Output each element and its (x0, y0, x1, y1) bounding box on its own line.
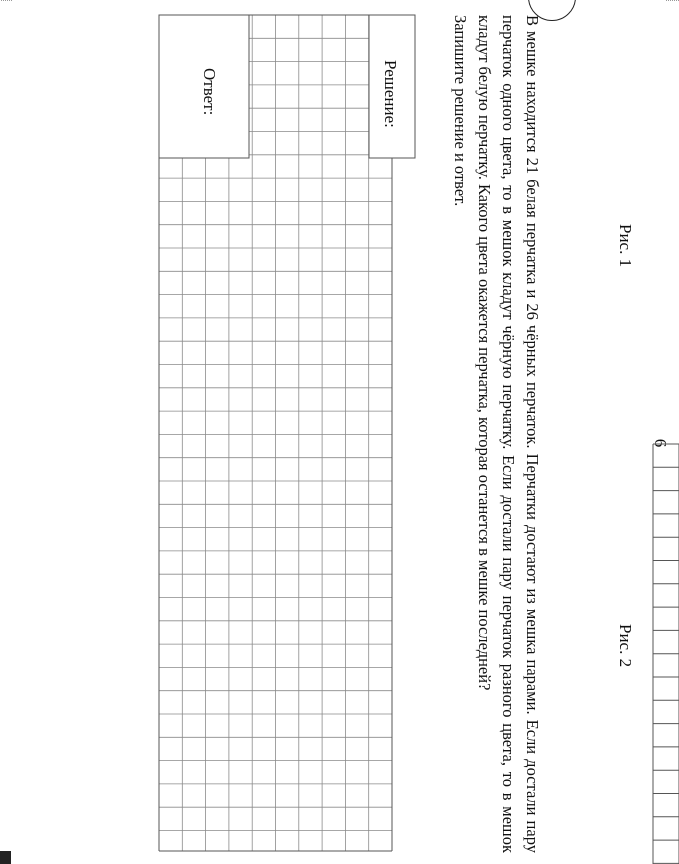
answer-label: Ответ: (200, 68, 219, 116)
figure-1-caption: Рис. 1 (616, 224, 635, 268)
problem-statement: В мешке находится 21 белая перчатка и 26 чёрных перчаток. Перчатки достают из мешка парами. Если достали пару перчаток одного цвета, то в мешок кладут чёрную перчатку. Если достали пару перчаток разного цвета, то в мешок кладут белую перчатку. Какого цвета окажется перчатка, которая останется в мешке последней? (475, 15, 542, 853)
page-number: 6 (651, 438, 670, 448)
figure-2-caption: Рис. 2 (616, 624, 635, 668)
instruction-text: Запишите решение и ответ. (451, 15, 470, 207)
solution-label: Решение: (381, 60, 400, 128)
problem-text-block (448, 15, 544, 853)
